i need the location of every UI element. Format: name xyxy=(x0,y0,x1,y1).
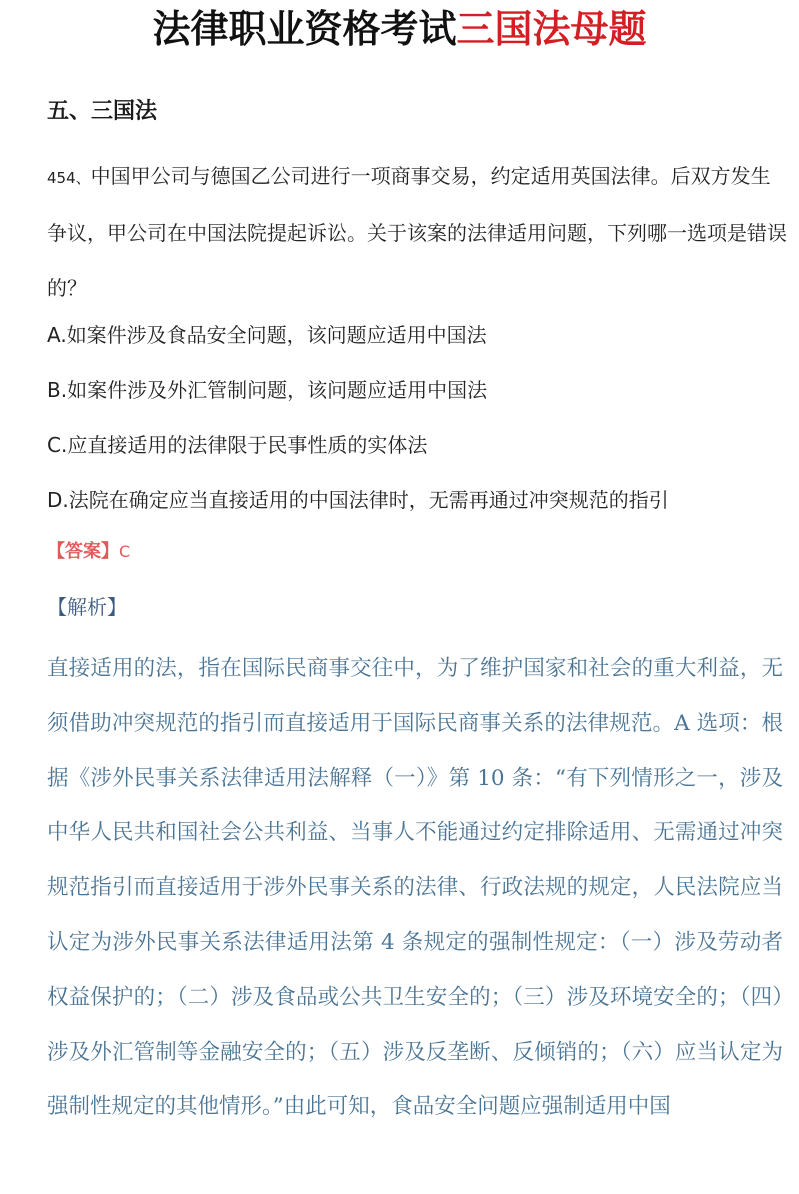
answer-line xyxy=(47,537,130,567)
section-heading: 五、三国法 xyxy=(47,99,158,124)
option-a: A.如案件涉及食品安全问题，该问题应适用中国法 xyxy=(47,323,487,347)
title-highlight: 三国法母题 xyxy=(456,7,647,51)
question-body: 中国甲公司与德国乙公司进行一项商事交易，约定适用英国法律。后双方发生争议，甲公司在中国法院提起诉讼。关于该案的法律适用问题，下列哪一选项是错误的？ xyxy=(47,164,787,300)
option-d: D.法院在确定应当直接适用的中国法律时，无需再通过冲突规范的指引 xyxy=(47,488,669,512)
question-text xyxy=(47,149,787,316)
option-c: C.应直接适用的法律限于民事性质的实体法 xyxy=(47,433,428,457)
title-main: 法律职业资格考试 xyxy=(152,7,457,51)
analysis-label: 【解析】 xyxy=(47,595,127,619)
option-b: B.如案件涉及外汇管制问题，该问题应适用中国法 xyxy=(47,378,488,402)
answer-label: 【答案】 xyxy=(47,541,119,562)
analysis-text: 直接适用的法，指在国际民商事交往中，为了维护国家和社会的重大利益，无须借助冲突规范的指引而直接适用于国际民商事关系的法律规范。A 选项：根据《涉外民事关系法律适用法解释（一）》第 10 条：“有下列情形之一，涉及中华人民共和国社会公共利益、当事人不能通过约定排除适用、无需通过冲突规范指引而直接适用于涉外民事关系的法律、行政法规的规定，人民法院应当认定为涉外民事关系法律适用法第 4 条规定的强制性规定：（一）涉及劳动者权益保护的；（二）涉及食品或公共卫生安全的；（三）涉及环境安全的；（四）涉及外汇管制等金融安全的；（五）涉及反垄断、反倾销的；（六）应当认定为强制性规定的其他情形。”由此可知，食品安全问题应强制适用中国 xyxy=(47,656,783,1120)
page-title xyxy=(0,6,799,52)
answer-value: C xyxy=(119,542,131,561)
question-number: 454、 xyxy=(47,169,91,187)
